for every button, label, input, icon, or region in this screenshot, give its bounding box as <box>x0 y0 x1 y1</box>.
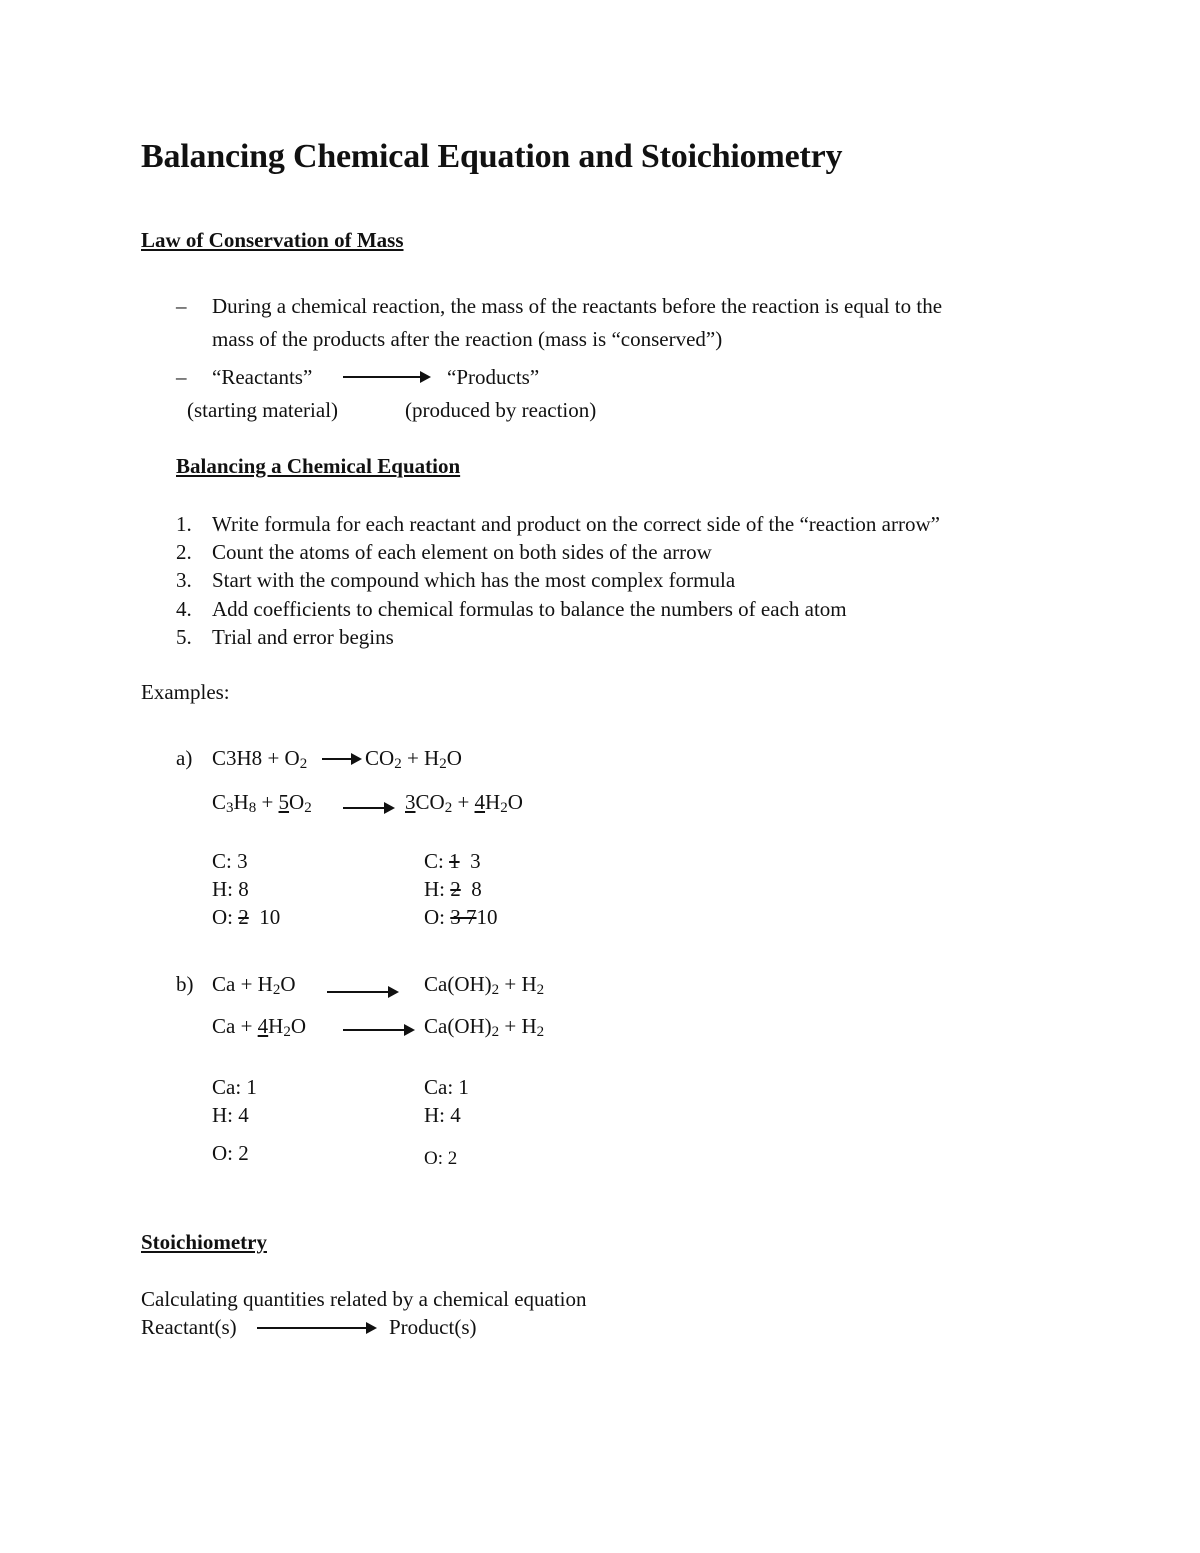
example-a-unbalanced-reactants: $C3H8 + O_2$ <box>212 746 308 772</box>
stoichiometry-products: Product(s) <box>389 1315 477 1339</box>
reaction-arrow <box>322 758 360 760</box>
example-a-unbalanced-products: $CO_2 + H_2O$ <box>365 746 462 772</box>
step-number: 5. <box>176 624 192 649</box>
balancing-heading: Balancing a Chemical Equation <box>176 454 461 478</box>
reaction-arrow <box>343 807 393 809</box>
step-number: 4. <box>176 596 192 621</box>
example-a-left-counts: C: 3 H: 8 O: 2 10 <box>212 849 281 929</box>
reaction-arrow <box>257 1327 375 1329</box>
bullet-dash: – <box>176 365 187 389</box>
reactants-label: “Reactants” <box>212 365 313 389</box>
reaction-arrow <box>343 376 429 378</box>
examples-label: Examples: <box>141 680 230 704</box>
products-label: “Products” <box>447 365 540 389</box>
products-note: (produced by reaction) <box>405 398 597 422</box>
example-b-left-counts: Ca: 1 H: 4 O: 2 <box>212 1075 257 1165</box>
example-b-unbalanced-products: $Ca(OH)_2 + H_2$ <box>424 972 545 998</box>
step-text: Trial and error begins <box>212 624 394 649</box>
list-item <box>176 510 940 538</box>
step-text: Start with the compound which has the most complex formula <box>212 568 736 593</box>
step-number: 1. <box>176 512 192 536</box>
example-b-balanced-reactants: $Ca + 4H_2O$ <box>212 1014 307 1040</box>
list-item <box>176 566 940 594</box>
example-b-right-counts: Ca: 1 H: 4 O: 2 <box>424 1075 469 1169</box>
law-heading: Law of Conservation of Mass <box>141 228 404 252</box>
law-bullet-line1: During a chemical reaction, the mass of the reactants before the reaction is equal to the <box>212 294 943 318</box>
step-text: Add coefficients to chemical formulas to balance the numbers of each atom <box>212 596 847 621</box>
example-a-right-counts: C: 1 3 H: 2 8 O: 3 710 <box>424 849 498 929</box>
example-b-balanced-products: $Ca(OH)_2 + H_2$ <box>424 1014 545 1040</box>
example-a-marker: a) <box>176 746 193 770</box>
reaction-arrow <box>327 991 397 993</box>
step-text: Count the atoms of each element on both sides of the arrow <box>212 540 712 565</box>
reactants-note: (starting material) <box>187 398 339 422</box>
step-number: 2. <box>176 540 192 565</box>
balancing-steps <box>176 510 940 651</box>
stoichiometry-description: Calculating quantities related by a chemical equation <box>141 1287 587 1311</box>
example-b-unbalanced-reactants: $Ca + H_2O$ <box>212 972 296 998</box>
stoichiometry-heading: Stoichiometry <box>141 1230 267 1254</box>
example-a-balanced-reactants: $C_3H_8 + 5O_2$ <box>212 790 312 816</box>
step-text: Write formula for each reactant and product on the correct side of the “reaction arrow” <box>212 512 940 536</box>
law-bullet-line2: mass of the products after the reaction (mass is “conserved”) <box>212 327 723 351</box>
step-number: 3. <box>176 568 192 593</box>
list-item <box>176 538 940 566</box>
reaction-arrow <box>343 1029 413 1031</box>
example-a-balanced-products: $3CO_2 + 4H_2O$ <box>405 790 523 816</box>
bullet-dash: – <box>176 294 187 318</box>
page-title: Balancing Chemical Equation and Stoichiometry <box>141 138 843 175</box>
example-b-marker: b) <box>176 972 194 996</box>
stoichiometry-reactants: Reactant(s) <box>141 1315 237 1339</box>
list-item <box>176 595 940 623</box>
list-item <box>176 623 940 651</box>
